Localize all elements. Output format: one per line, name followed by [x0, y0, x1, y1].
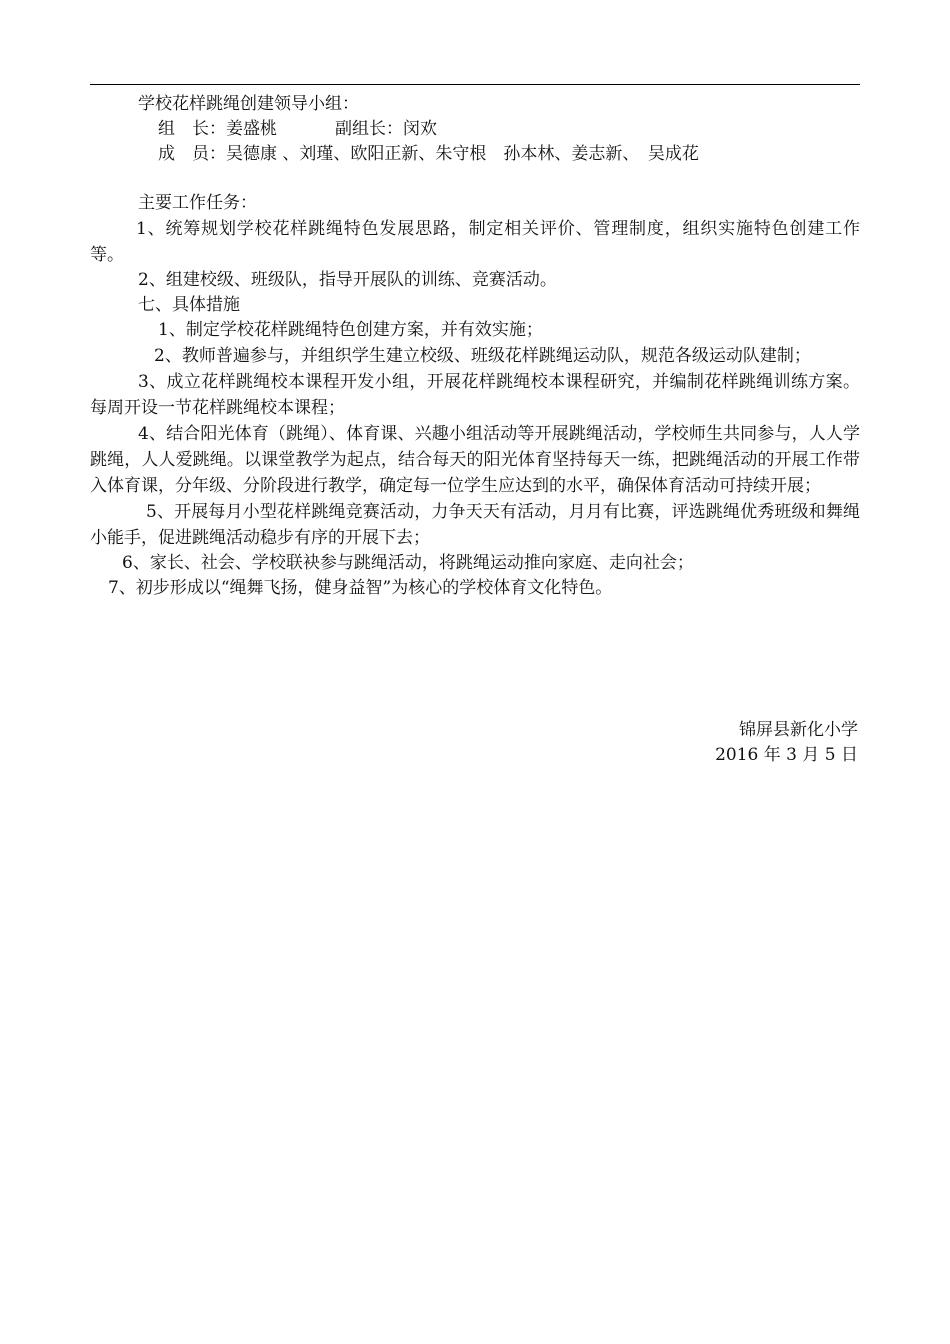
group-title: 学校花样跳绳创建领导小组：: [138, 94, 359, 114]
deputy-label: 副组长：: [335, 119, 403, 139]
measure-item-6: 6、家长、社会、学校联袂参与跳绳活动，将跳绳运动推向家庭、走向社会；: [122, 553, 694, 573]
tasks-title: 主要工作任务：: [138, 193, 257, 213]
measures-title: 七、具体措施: [138, 295, 240, 315]
document-body: [90, 92, 860, 601]
measure-item-3: 3、成立花样跳绳校本课程开发小组，开展花样跳绳校本课程研究，并编制花样跳绳训练方案。每周开设一节花样跳绳校本课程；: [90, 372, 860, 418]
signature-org: 锦屏县新化小学: [739, 720, 858, 740]
leader-label: 组 长：: [158, 119, 226, 139]
members-names: 吴德康 、刘瑾、欧阳正新、朱守根 孙本林、姜志新、 吴成花: [226, 144, 699, 164]
header-rule: [90, 84, 860, 85]
deputy-name: 闵欢: [403, 119, 437, 139]
measure-item-2: 2、教师普遍参与，并组织学生建立校级、班级花样跳绳运动队，规范各级运动队建制；: [154, 346, 811, 366]
task-item-2: 2、组建校级、班级队，指导开展队的训练、竞赛活动。: [138, 270, 557, 290]
measure-item-1: 1、制定学校花样跳绳特色创建方案，并有效实施；: [158, 320, 543, 340]
members-label: 成 员：: [158, 144, 226, 164]
measure-item-4: 4、结合阳光体育（跳绳）、体育课、兴趣小组活动等开展跳绳活动，学校师生共同参与，人人学跳绳，人人爱跳绳。以课堂教学为起点，结合每天的阳光体育坚持每天一练，把跳绳活动的开展工作带入体育课，分年级、分阶段进行教学，确定每一位学生应达到的水平，确保体育活动可持续开展；: [90, 424, 860, 496]
signature-block: [715, 718, 858, 768]
group-leader-line: [90, 117, 860, 142]
group-members-line: [90, 142, 860, 167]
leader-name: 姜盛桃: [226, 119, 277, 139]
measure-item-5: 5、开展每月小型花样跳绳竞赛活动，力争天天有活动，月月有比赛，评选跳绳优秀班级和舞绳小能手，促进跳绳活动稳步有序的开展下去；: [90, 502, 860, 548]
task-item-1: 1、统筹规划学校花样跳绳特色发展思路，制定相关评价、管理制度，组织实施特色创建工作等。: [90, 219, 860, 265]
measure-item-7: 7、初步形成以“绳舞飞扬，健身益智”为核心的学校体育文化特色。: [108, 578, 613, 598]
signature-date: 2016 年 3 月 5 日: [715, 745, 858, 765]
